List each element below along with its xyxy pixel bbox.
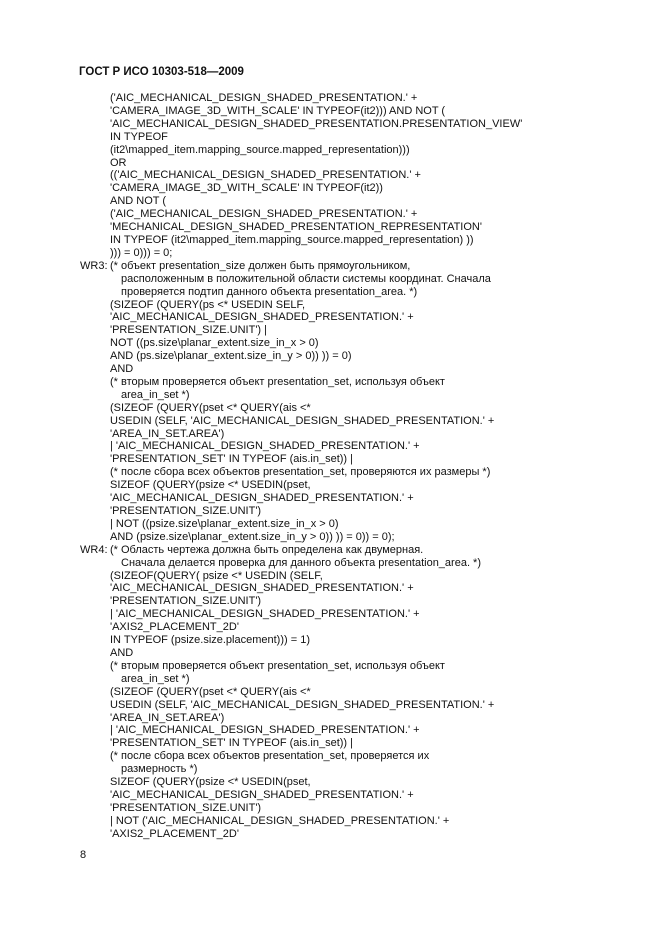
code-line	[0, 453, 661, 466]
code-text: AND	[110, 646, 134, 659]
code-line	[0, 376, 661, 389]
code-text: 'AREA_IN_SET.AREA')	[110, 711, 225, 724]
code-text: (* после сбора всех объектов presentation_set, проверяются их размеры *)	[110, 466, 491, 479]
code-text: SIZEOF (QUERY(psize <* USEDIN(pset,	[110, 479, 311, 492]
code-line	[0, 402, 661, 415]
code-line	[0, 131, 661, 144]
code-text: 'PRESENTATION_SET' IN TYPEOF (ais.in_set)) |	[110, 453, 353, 466]
code-text: AND NOT (	[110, 195, 167, 208]
code-line	[0, 802, 661, 815]
code-line	[0, 428, 661, 441]
code-line	[0, 608, 661, 621]
code-text: размерность *)	[121, 763, 198, 776]
code-line	[0, 324, 661, 337]
code-text: (SIZEOF (QUERY(ps <* USEDIN SELF,	[110, 298, 306, 311]
code-line	[0, 286, 661, 299]
code-listing	[0, 92, 661, 841]
code-line	[0, 712, 661, 725]
code-line	[0, 724, 661, 737]
code-text: AND (psize.size\planar_extent.size_in_y > 0)) )) = 0)) = 0);	[110, 530, 395, 543]
code-line	[0, 118, 661, 131]
code-text: area_in_set *)	[121, 672, 190, 685]
code-line	[0, 208, 661, 221]
code-line	[0, 169, 661, 182]
code-line	[0, 299, 661, 312]
code-text: SIZEOF (QUERY(psize <* USEDIN(pset,	[110, 776, 311, 789]
code-text: 'CAMERA_IMAGE_3D_WITH_SCALE' IN TYPEOF(it2))) AND NOT (	[110, 104, 446, 117]
code-text: OR	[110, 156, 127, 169]
code-line	[0, 673, 661, 686]
code-text: IN TYPEOF	[110, 130, 168, 143]
code-line	[0, 699, 661, 712]
code-line	[0, 105, 661, 118]
code-text: 'PRESENTATION_SIZE.UNIT')	[110, 801, 262, 814]
code-text: | 'AIC_MECHANICAL_DESIGN_SHADED_PRESENTATION.' +	[110, 724, 420, 737]
rule-label: WR4:	[80, 543, 108, 556]
code-line	[0, 466, 661, 479]
code-line	[0, 776, 661, 789]
code-line	[0, 595, 661, 608]
code-line	[0, 686, 661, 699]
code-text: 'AIC_MECHANICAL_DESIGN_SHADED_PRESENTATION.' +	[110, 311, 414, 324]
code-text: (* вторым проверяется объект presentation_set, используя объект	[110, 659, 445, 672]
page-number: 8	[80, 849, 87, 861]
code-line	[0, 440, 661, 453]
code-text: 'AREA_IN_SET.AREA')	[110, 427, 225, 440]
code-line	[0, 247, 661, 260]
code-line	[0, 505, 661, 518]
code-text: (SIZEOF(QUERY( psize <* USEDIN (SELF,	[110, 569, 323, 582]
code-line	[0, 157, 661, 170]
code-text: 'AXIS2_PLACEMENT_2D'	[110, 621, 239, 634]
code-text: 'MECHANICAL_DESIGN_SHADED_PRESENTATION_REPRESENTATION'	[110, 221, 482, 234]
code-line	[0, 363, 661, 376]
code-line	[0, 260, 661, 273]
code-text: NOT ((ps.size\planar_extent.size_in_x > 0)	[110, 337, 319, 350]
code-text: ('AIC_MECHANICAL_DESIGN_SHADED_PRESENTATION.' +	[110, 208, 418, 221]
code-line	[0, 144, 661, 157]
code-text: 'AIC_MECHANICAL_DESIGN_SHADED_PRESENTATION.' +	[110, 788, 414, 801]
code-line	[0, 492, 661, 505]
code-text: 'AIC_MECHANICAL_DESIGN_SHADED_PRESENTATION.' +	[110, 582, 414, 595]
code-line	[0, 582, 661, 595]
code-text: AND	[110, 363, 134, 376]
code-text: USEDIN (SELF, 'AIC_MECHANICAL_DESIGN_SHADED_PRESENTATION.' +	[110, 698, 495, 711]
code-text: | 'AIC_MECHANICAL_DESIGN_SHADED_PRESENTATION.' +	[110, 440, 420, 453]
code-text: 'AIC_MECHANICAL_DESIGN_SHADED_PRESENTATION.' +	[110, 492, 414, 505]
code-line	[0, 634, 661, 647]
code-line	[0, 415, 661, 428]
code-text: 'PRESENTATION_SIZE.UNIT')	[110, 595, 262, 608]
code-line	[0, 92, 661, 105]
code-line	[0, 234, 661, 247]
code-line	[0, 737, 661, 750]
code-text: (it2\mapped_item.mapping_source.mapped_representation)))	[110, 143, 410, 156]
code-text: 'PRESENTATION_SIZE.UNIT')	[110, 505, 262, 517]
code-text: 'AXIS2_PLACEMENT_2D'	[110, 827, 239, 840]
code-text: IN TYPEOF (it2\mapped_item.mapping_source.mapped_representation) ))	[110, 233, 474, 246]
code-text: (('AIC_MECHANICAL_DESIGN_SHADED_PRESENTATION.' +	[110, 169, 421, 182]
code-line	[0, 337, 661, 350]
rule-label: WR3:	[80, 259, 108, 272]
code-line	[0, 763, 661, 776]
code-text: USEDIN (SELF, 'AIC_MECHANICAL_DESIGN_SHADED_PRESENTATION.' +	[110, 414, 495, 427]
code-line	[0, 750, 661, 763]
code-text: 'CAMERA_IMAGE_3D_WITH_SCALE' IN TYPEOF(it2))	[110, 182, 383, 195]
code-line	[0, 660, 661, 673]
code-text: (* Область чертежа должна быть определена как двумерная.	[110, 543, 424, 556]
code-line	[0, 311, 661, 324]
code-text: ('AIC_MECHANICAL_DESIGN_SHADED_PRESENTATION.' +	[110, 92, 418, 104]
code-text: 'PRESENTATION_SIZE.UNIT') |	[110, 324, 267, 337]
code-text: AND (ps.size\planar_extent.size_in_y > 0)) )) = 0)	[110, 350, 352, 363]
code-line	[0, 557, 661, 570]
code-line	[0, 518, 661, 531]
code-line	[0, 621, 661, 634]
code-text: проверяется подтип данного объекта presentation_area. *)	[121, 285, 418, 298]
code-text: (* объект presentation_size должен быть прямоугольником,	[110, 259, 411, 272]
code-line	[0, 815, 661, 828]
code-line	[0, 544, 661, 557]
code-text: 'AIC_MECHANICAL_DESIGN_SHADED_PRESENTATION.PRESENTATION_VIEW'	[110, 117, 523, 130]
code-text: (SIZEOF (QUERY(pset <* QUERY(ais <*	[110, 401, 311, 414]
code-text: 'PRESENTATION_SET' IN TYPEOF (ais.in_set)) |	[110, 737, 353, 750]
code-line	[0, 273, 661, 286]
code-line	[0, 789, 661, 802]
code-text: area_in_set *)	[121, 388, 190, 401]
code-line	[0, 195, 661, 208]
code-line	[0, 350, 661, 363]
code-text: (* после сбора всех объектов presentation_set, проверяется их	[110, 750, 430, 763]
code-text: | NOT ((psize.size\planar_extent.size_in_x > 0)	[110, 517, 339, 530]
code-line	[0, 828, 661, 841]
code-text: | 'AIC_MECHANICAL_DESIGN_SHADED_PRESENTATION.' +	[110, 608, 420, 621]
code-text: ))) = 0))) = 0;	[110, 246, 173, 259]
code-text: | NOT ('AIC_MECHANICAL_DESIGN_SHADED_PRESENTATION.' +	[110, 814, 450, 827]
code-text: Сначала делается проверка для данного объекта presentation_area. *)	[121, 556, 481, 569]
code-line	[0, 479, 661, 492]
code-line	[0, 647, 661, 660]
document-header: ГОСТ Р ИСО 10303-518—2009	[79, 66, 244, 78]
code-line	[0, 531, 661, 544]
code-text: IN TYPEOF (psize.size.placement))) = 1)	[110, 634, 310, 647]
code-text: (SIZEOF (QUERY(pset <* QUERY(ais <*	[110, 685, 311, 698]
code-line	[0, 182, 661, 195]
code-line	[0, 389, 661, 402]
code-text: расположенным в положительной области системы координат. Сначала	[121, 272, 491, 285]
code-text: (* вторым проверяется объект presentation_set, используя объект	[110, 375, 445, 388]
code-line	[0, 221, 661, 234]
code-line	[0, 570, 661, 583]
